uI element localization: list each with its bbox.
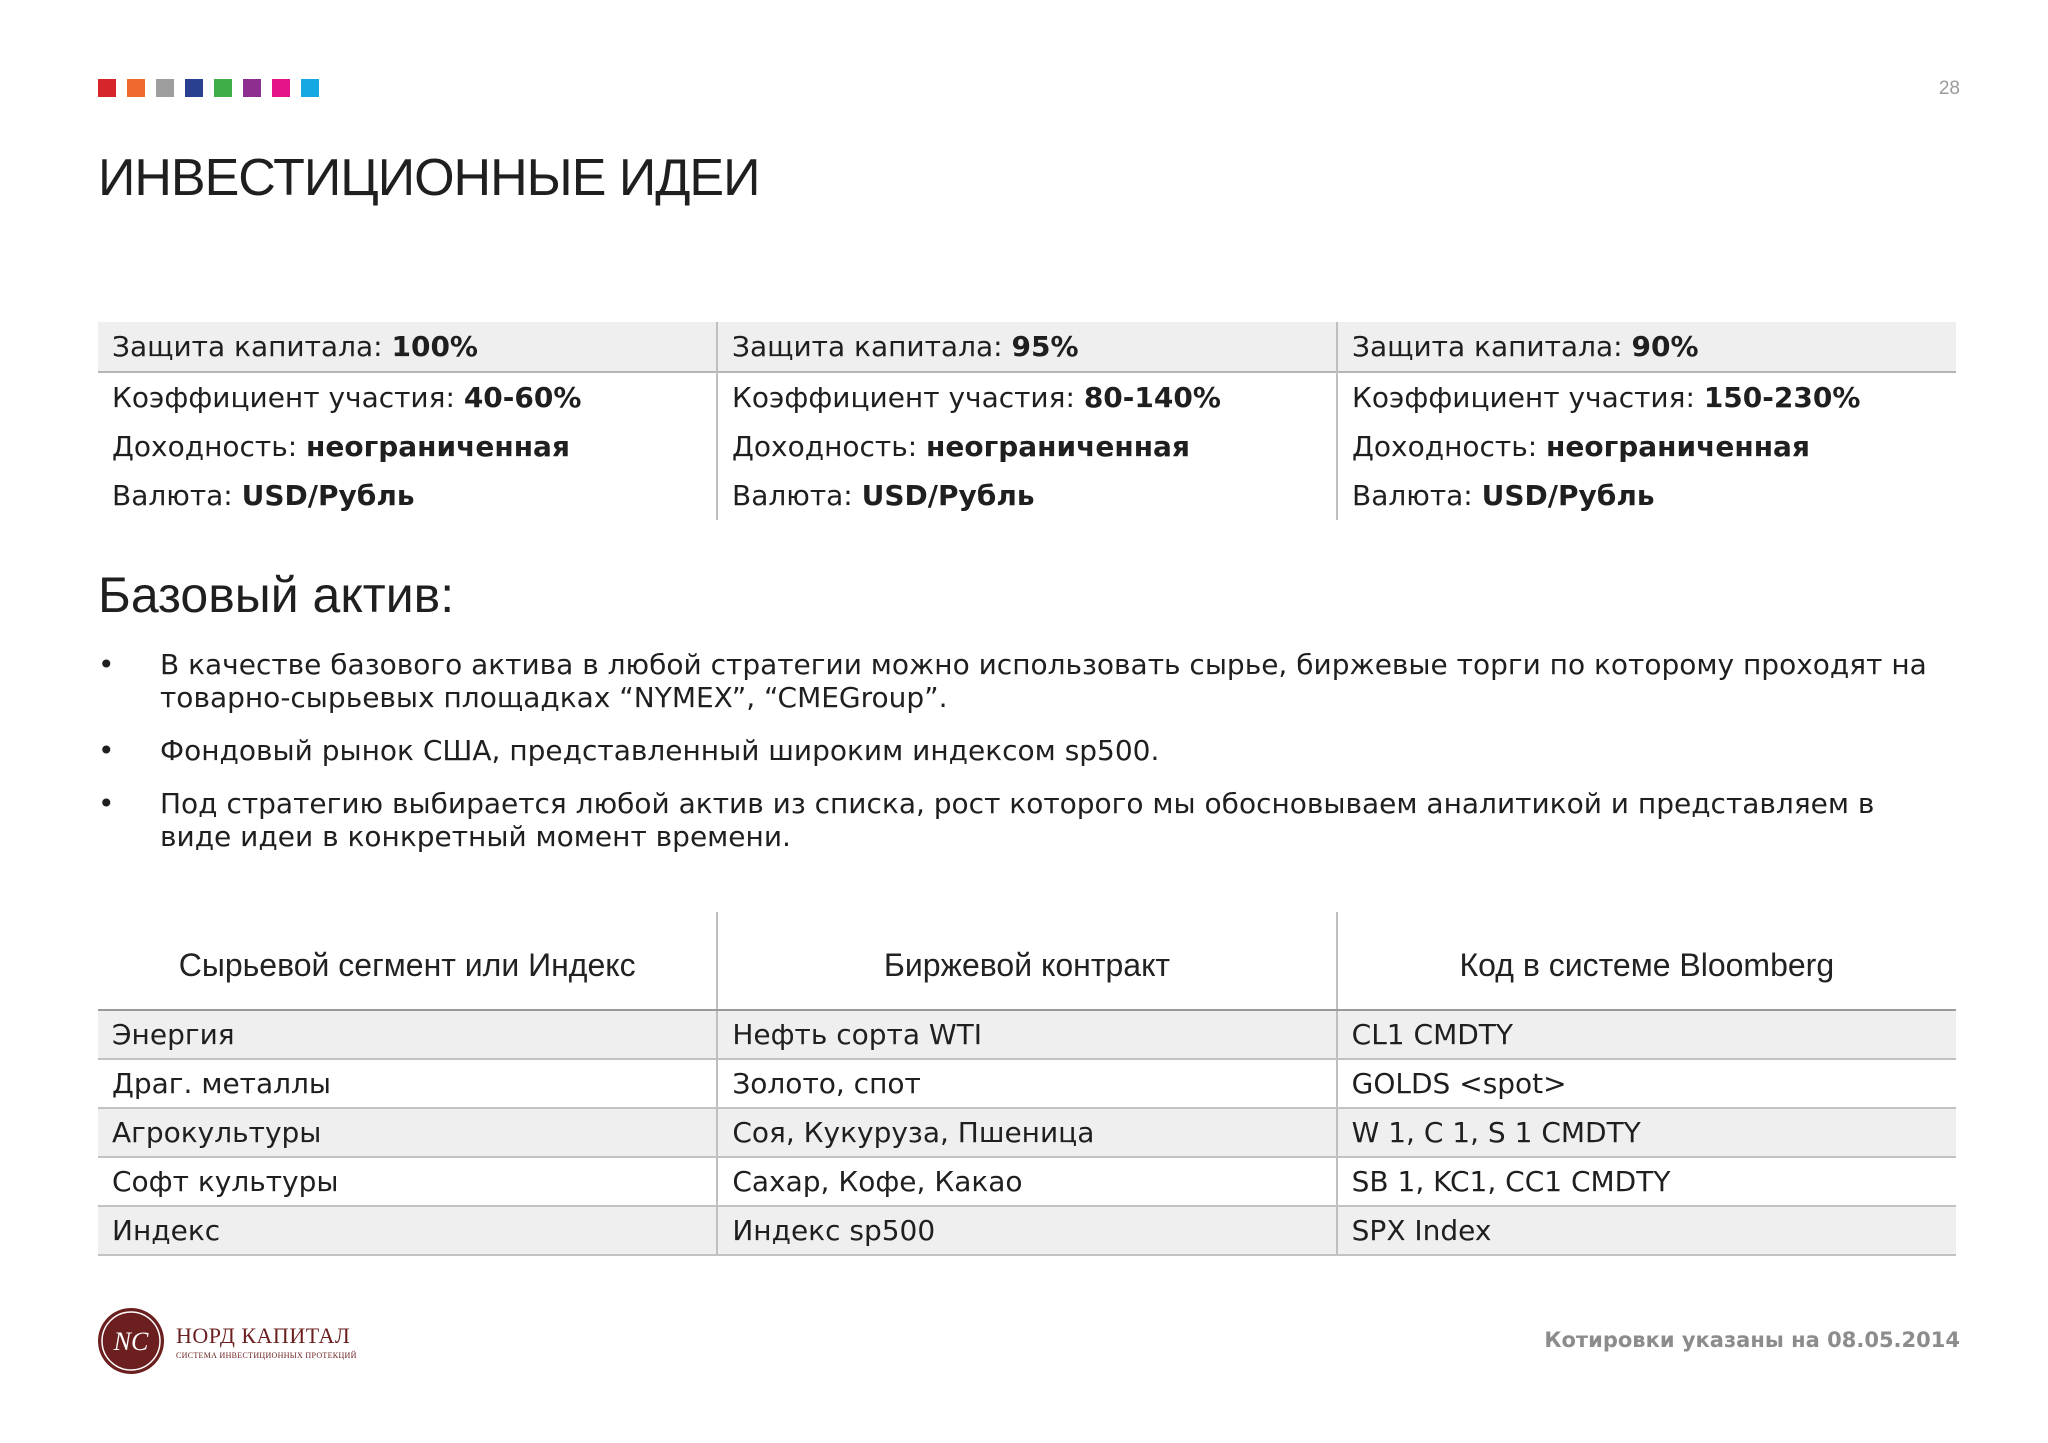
param-value: USD/Рубль: [241, 479, 415, 512]
bullet-icon: •: [98, 648, 115, 681]
param-label: Защита капитала:: [732, 330, 1012, 363]
brand-square: [301, 79, 319, 97]
table-header-row: [98, 912, 1956, 1010]
table-row: [98, 1059, 1956, 1108]
table-cell: SB 1, KC1, CC1 CMDTY: [1337, 1157, 1956, 1206]
param-label: Доходность:: [1352, 430, 1547, 463]
table-row: [98, 1010, 1956, 1059]
param-label: Доходность:: [732, 430, 927, 463]
param-row: [718, 471, 1336, 520]
param-label: Доходность:: [112, 430, 307, 463]
param-label: Коэффициент участия:: [732, 381, 1084, 414]
table-cell: Софт культуры: [98, 1157, 717, 1206]
logo-tagline: СИСТЕМА ИНВЕСТИЦИОННЫХ ПРОТЕКЦИЙ: [176, 1350, 357, 1360]
logo-monogram: NC: [113, 1327, 149, 1356]
param-row: [718, 322, 1336, 373]
param-value: USD/Рубль: [861, 479, 1035, 512]
brand-square: [243, 79, 261, 97]
bullet-text: Фондовый рынок США, представленный широким индексом sp500.: [160, 734, 1160, 767]
param-row: [98, 471, 716, 520]
table-cell: Индекс: [98, 1206, 717, 1255]
list-item: [98, 648, 1928, 714]
param-label: Валюта:: [732, 479, 862, 512]
param-row: [718, 422, 1336, 471]
logo-emblem-icon: [96, 1306, 166, 1376]
table-row: [98, 1157, 1956, 1206]
param-value: 40-60%: [463, 381, 582, 414]
param-label: Защита капитала:: [1352, 330, 1632, 363]
logo-text: [176, 1323, 357, 1360]
list-item: [98, 787, 1928, 853]
bullet-icon: •: [98, 787, 115, 820]
table-row: [98, 1206, 1956, 1255]
brand-square: [214, 79, 232, 97]
brand-square: [98, 79, 116, 97]
table-row: [98, 1108, 1956, 1157]
bullet-text: Под стратегию выбирается любой актив из списка, рост которого мы обосновываем аналитикой и представляем в виде идеи в конкретный момент времени.: [160, 787, 1875, 853]
param-row: [1338, 471, 1956, 520]
bullet-list: [98, 648, 1928, 873]
param-row: [98, 373, 716, 422]
bullet-icon: •: [98, 734, 115, 767]
param-row: [1338, 422, 1956, 471]
table-cell: W 1, C 1, S 1 CMDTY: [1337, 1108, 1956, 1157]
brand-square: [185, 79, 203, 97]
param-row: [718, 373, 1336, 422]
table-cell: Энергия: [98, 1010, 717, 1059]
param-value: неограниченная: [926, 430, 1190, 463]
param-value: 150-230%: [1703, 381, 1861, 414]
column-header: Биржевой контракт: [717, 912, 1336, 1010]
page-number: 28: [1938, 78, 1960, 99]
section-subtitle: Базовый актив:: [98, 567, 455, 623]
param-label: Защита капитала:: [112, 330, 392, 363]
brand-color-squares: [98, 79, 319, 97]
quotes-date-note: Котировки указаны на 08.05.2014: [1544, 1328, 1960, 1352]
table-cell: Индекс sp500: [717, 1206, 1336, 1255]
table-cell: SPX Index: [1337, 1206, 1956, 1255]
param-row: [98, 422, 716, 471]
param-value: USD/Рубль: [1481, 479, 1655, 512]
param-label: Валюта:: [1352, 479, 1482, 512]
param-value: неограниченная: [306, 430, 570, 463]
param-label: Валюта:: [112, 479, 242, 512]
bullet-text: В качестве базового актива в любой стратегии можно использовать сырье, биржевые торги по которому проходят на товарно-сырьевых площадках “NYMEX”, “CMEGroup”.: [160, 648, 1927, 714]
param-value: 80-140%: [1083, 381, 1221, 414]
param-value: 100%: [391, 330, 478, 363]
strategy-column: [1336, 322, 1956, 520]
table-cell: Драг. металлы: [98, 1059, 717, 1108]
param-row: [1338, 373, 1956, 422]
assets-table: [98, 912, 1956, 1256]
table-cell: Золото, спот: [717, 1059, 1336, 1108]
company-logo: [96, 1306, 357, 1376]
page-title: ИНВЕСТИЦИОННЫЕ ИДЕИ: [98, 149, 760, 207]
param-value: 90%: [1631, 330, 1699, 363]
table-cell: Сахар, Кофе, Какао: [717, 1157, 1336, 1206]
table-cell: Соя, Кукуруза, Пшеница: [717, 1108, 1336, 1157]
table-cell: CL1 CMDTY: [1337, 1010, 1956, 1059]
param-value: неограниченная: [1546, 430, 1810, 463]
strategy-params-table: [98, 322, 1956, 520]
table-cell: Нефть сорта WTI: [717, 1010, 1336, 1059]
param-row: [1338, 322, 1956, 373]
strategy-column: [716, 322, 1336, 520]
brand-square: [272, 79, 290, 97]
list-item: [98, 734, 1928, 767]
strategy-column: [98, 322, 716, 520]
param-value: 95%: [1011, 330, 1079, 363]
table-cell: Агрокультуры: [98, 1108, 717, 1157]
brand-square: [127, 79, 145, 97]
param-label: Коэффициент участия:: [1352, 381, 1704, 414]
brand-square: [156, 79, 174, 97]
column-header: Сырьевой сегмент или Индекс: [98, 912, 717, 1010]
table-cell: GOLDS <spot>: [1337, 1059, 1956, 1108]
param-row: [98, 322, 716, 373]
param-label: Коэффициент участия:: [112, 381, 464, 414]
logo-name: НОРД КАПИТАЛ: [176, 1322, 351, 1348]
column-header: Код в системе Bloomberg: [1337, 912, 1956, 1010]
